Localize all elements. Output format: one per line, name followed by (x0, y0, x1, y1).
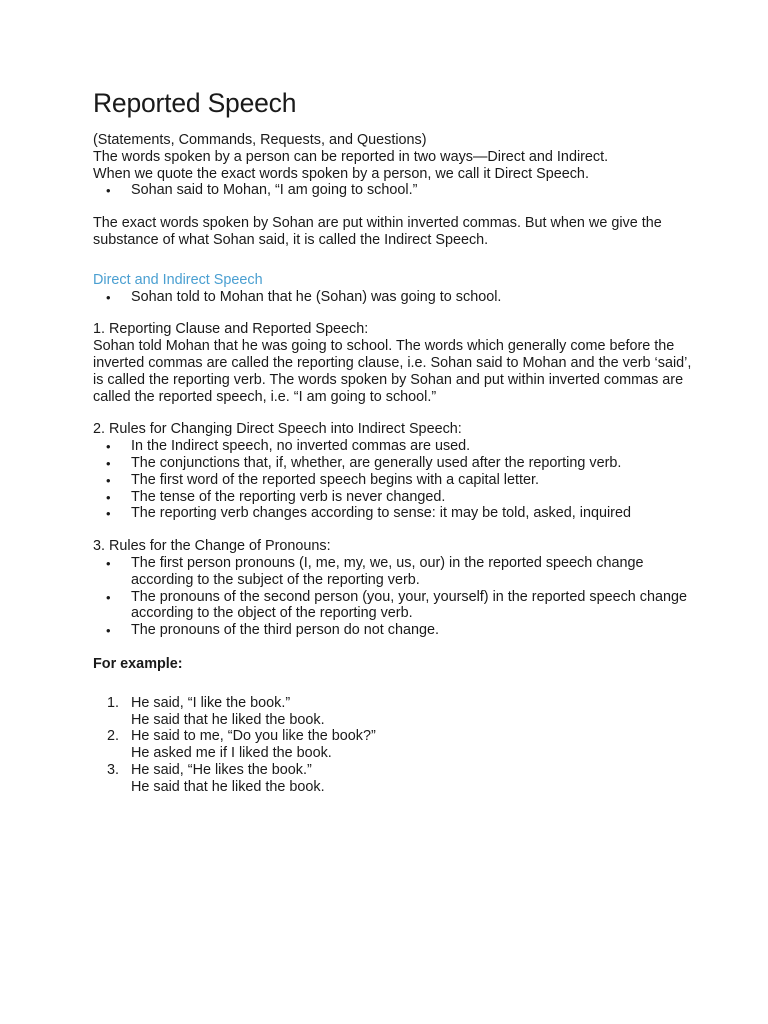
example-indirect: He asked me if I liked the book. (131, 745, 332, 762)
example-indirect: He said that he liked the book. (131, 778, 325, 795)
example-direct: He said, “I like the book.” (131, 694, 291, 711)
intro-line-2: When we quote the exact words spoken by a person, we call it Direct Speech. (93, 165, 589, 182)
page-title: Reported Speech (93, 88, 297, 118)
document-page (93, 86, 693, 796)
list-item: • Sohan told to Mohan that he (Sohan) was going to school. (93, 289, 693, 306)
intro-subtitle: (Statements, Commands, Requests, and Questions) (93, 132, 427, 148)
direct-indirect-speech-link[interactable]: Direct and Indirect Speech (93, 271, 263, 288)
direct-to-indirect-rules-list (93, 438, 693, 522)
indirect-speech-example-list (93, 289, 693, 306)
section-heading: 3. Rules for the Change of Pronouns: (93, 538, 331, 555)
list-item: • In the Indirect speech, no inverted commas are used. (93, 438, 693, 455)
list-item (93, 695, 693, 729)
intro-line-1: The words spoken by a person can be reported in two ways—Direct and Indirect. (93, 148, 609, 165)
list-item (93, 762, 693, 796)
list-item (93, 728, 693, 762)
section-heading: 1. Reporting Clause and Reported Speech: (93, 321, 369, 338)
list-item: • The first person pronouns (I, me, my, we, us, our) in the reported speech change according to the subject of the reporting verb. (93, 555, 693, 589)
section-body: Sohan told Mohan that he was going to school. The words which generally come before the inverted commas are called the reporting clause, i.e. Sohan said to Mohan and the verb ‘said’, is called the reporting verb. The words spoken by Sohan and put within inverted commas are called the reported speech, i.e. “I am going to school.” (93, 338, 692, 405)
example-indirect: He said that he liked the book. (131, 711, 325, 728)
list-number: 3. (107, 761, 120, 778)
list-item: • The pronouns of the third person do not change. (93, 622, 693, 639)
direct-speech-example-list (93, 182, 693, 199)
examples-list (93, 695, 693, 796)
list-item: • The first word of the reported speech begins with a capital letter. (93, 472, 693, 489)
intro-block (93, 132, 693, 182)
pronoun-rules-list (93, 555, 693, 639)
list-number: 1. (107, 694, 120, 711)
list-item: • Sohan said to Mohan, “I am going to school.” (93, 182, 693, 199)
list-item: • The tense of the reporting verb is never changed. (93, 489, 693, 506)
list-item: • The reporting verb changes according to sense: it may be told, asked, inquired (93, 505, 693, 522)
example-direct: He said to me, “Do you like the book?” (131, 728, 376, 745)
list-item: • The pronouns of the second person (you, your, yourself) in the reported speech change according to the object of the reporting verb. (93, 589, 693, 623)
section-heading: 2. Rules for Changing Direct Speech into Indirect Speech: (93, 421, 462, 438)
example-direct: He said, “He likes the book.” (131, 761, 312, 778)
exact-words-paragraph: The exact words spoken by Sohan are put within inverted commas. But when we give the substance of what Sohan said, it is called the Indirect Speech. (93, 215, 662, 248)
list-item: • The conjunctions that, if, whether, are generally used after the reporting verb. (93, 455, 693, 472)
example-heading: For example: (93, 655, 183, 672)
section-reporting-clause (93, 321, 693, 405)
list-number: 2. (107, 728, 120, 745)
